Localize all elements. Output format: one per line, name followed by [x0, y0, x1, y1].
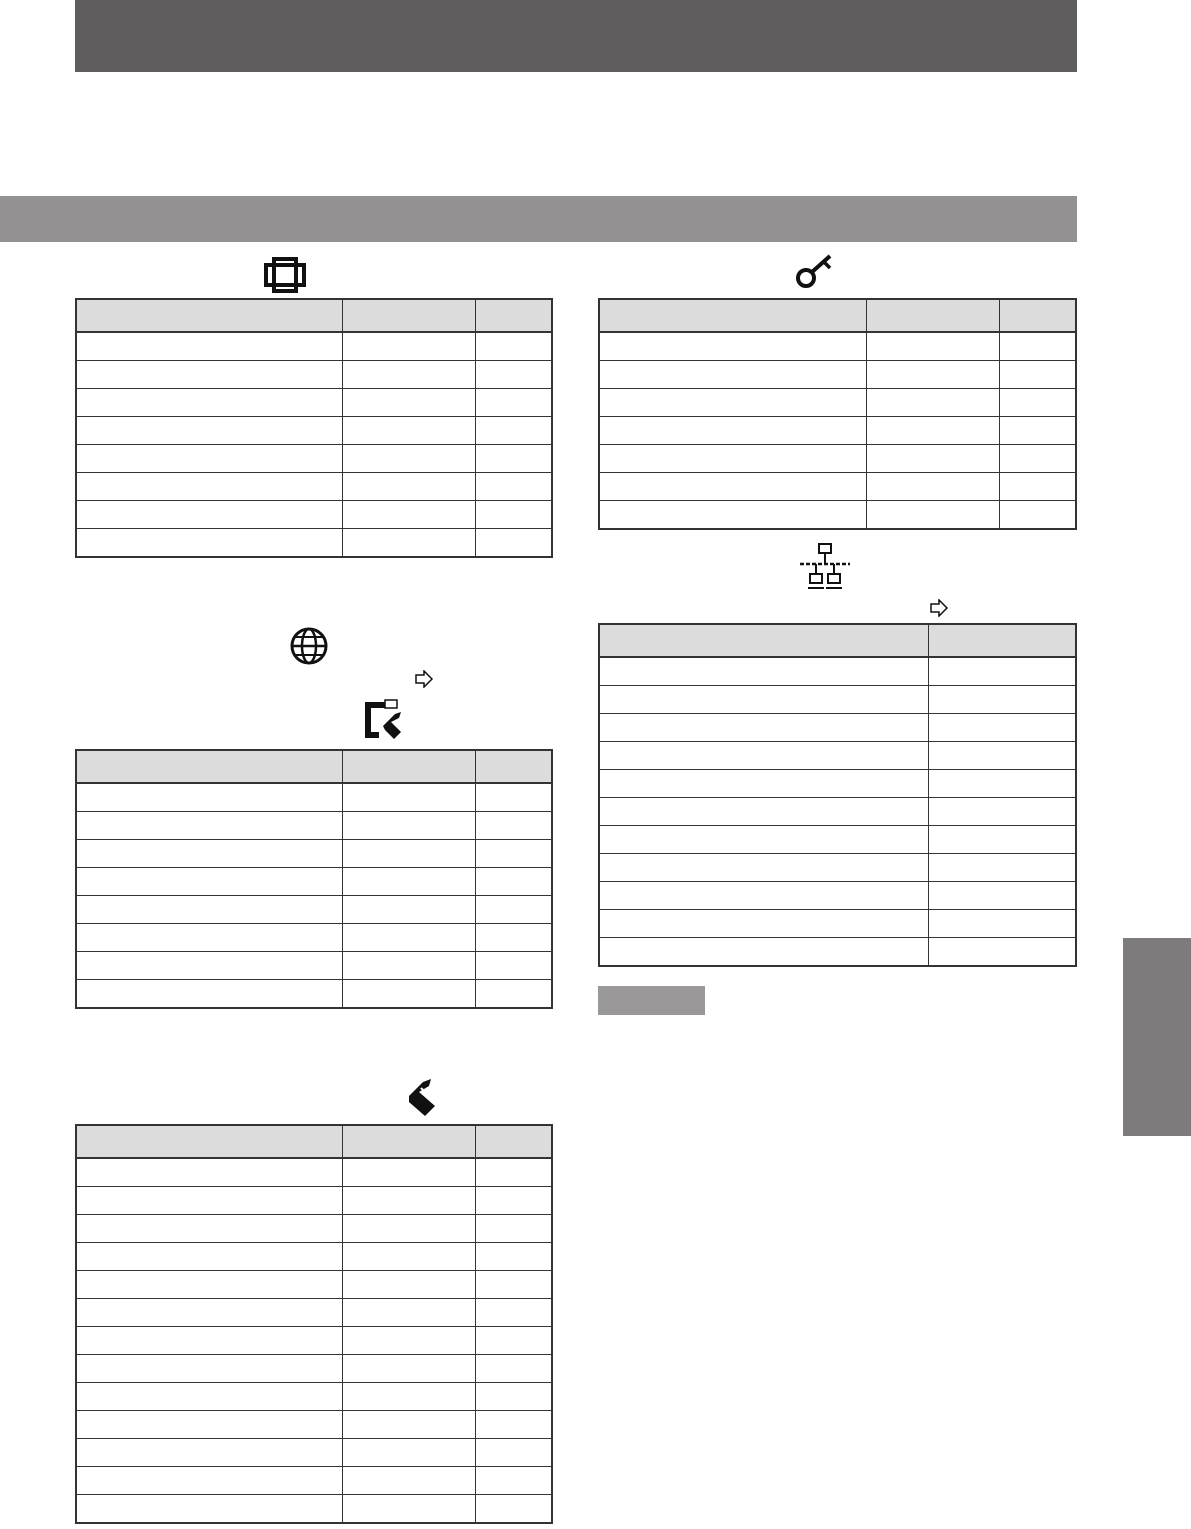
table-cell	[76, 445, 343, 473]
table-cell	[476, 868, 552, 896]
table-cell	[343, 1411, 476, 1439]
table-row	[76, 868, 552, 896]
table-cell	[928, 938, 1076, 967]
table-row	[76, 473, 552, 501]
table-cell	[599, 882, 928, 910]
table-row	[599, 826, 1076, 854]
table-cell	[928, 798, 1076, 826]
table-header-row	[599, 624, 1076, 657]
table-cell	[476, 1187, 552, 1215]
table-cell	[866, 389, 1000, 417]
table-row	[76, 417, 552, 445]
table-row	[76, 1299, 552, 1327]
network-icon	[798, 542, 852, 592]
table-header-cell	[476, 750, 552, 783]
table-cell	[476, 417, 552, 445]
table-header-cell	[476, 299, 552, 332]
table-cell	[343, 445, 476, 473]
table-cell	[343, 1327, 476, 1355]
table-row	[599, 798, 1076, 826]
table-cell	[476, 445, 552, 473]
table-row	[76, 1467, 552, 1495]
table-cell	[76, 1299, 343, 1327]
table-header-cell	[76, 1125, 343, 1158]
table-cell	[76, 1439, 343, 1467]
table-cell	[343, 389, 476, 417]
table-cell	[76, 389, 343, 417]
table-cell	[476, 1439, 552, 1467]
table-cell	[343, 1158, 476, 1187]
table-cell	[599, 657, 928, 686]
table-cell	[928, 742, 1076, 770]
table-row	[76, 1383, 552, 1411]
table-header-cell	[343, 299, 476, 332]
projector-setup-icon	[361, 698, 407, 744]
table-row	[599, 686, 1076, 714]
table-cell	[866, 501, 1000, 530]
table-cell	[476, 332, 552, 361]
table-cell	[476, 1383, 552, 1411]
table-cell	[599, 389, 866, 417]
table-cell	[76, 980, 343, 1009]
side-tab	[1123, 938, 1191, 1136]
table-cell	[1000, 445, 1076, 473]
table-row	[599, 854, 1076, 882]
note-label-box	[598, 986, 705, 1015]
table-cell	[599, 854, 928, 882]
table-cell	[476, 952, 552, 980]
table-cell	[866, 445, 1000, 473]
table-cell	[866, 361, 1000, 389]
table-row	[599, 938, 1076, 967]
table-cell	[1000, 361, 1076, 389]
table-cell	[476, 1327, 552, 1355]
table-cell	[76, 1411, 343, 1439]
table-header-cell	[343, 750, 476, 783]
picture-adjust-icon	[263, 256, 307, 294]
table-cell	[476, 924, 552, 952]
key-icon	[794, 252, 836, 292]
table-cell	[343, 501, 476, 529]
table-cell	[866, 473, 1000, 501]
table-cell	[76, 924, 343, 952]
table-row	[599, 501, 1076, 530]
table-cell	[599, 361, 866, 389]
table-cell	[928, 686, 1076, 714]
table-cell	[476, 1271, 552, 1299]
table-cell	[476, 389, 552, 417]
settings-table	[598, 623, 1077, 967]
table-cell	[76, 473, 343, 501]
table-cell	[343, 868, 476, 896]
table-cell	[76, 1158, 343, 1187]
table-row	[76, 361, 552, 389]
table-cell	[76, 501, 343, 529]
table-cell	[476, 361, 552, 389]
globe-icon	[289, 626, 329, 666]
table-header-cell	[476, 1125, 552, 1158]
table-cell	[343, 1243, 476, 1271]
table-cell	[343, 1467, 476, 1495]
table-cell	[343, 812, 476, 840]
table-row	[76, 445, 552, 473]
table-cell	[476, 501, 552, 529]
table-cell	[343, 361, 476, 389]
table-cell	[343, 896, 476, 924]
table-cell	[476, 529, 552, 558]
table-cell	[476, 1299, 552, 1327]
table-cell	[76, 1243, 343, 1271]
table-cell	[343, 1271, 476, 1299]
table-cell	[76, 1271, 343, 1299]
table-cell	[599, 742, 928, 770]
table-row	[76, 389, 552, 417]
table-cell	[866, 417, 1000, 445]
table-row	[599, 361, 1076, 389]
table-cell	[343, 1299, 476, 1327]
table-cell	[928, 714, 1076, 742]
table-cell	[928, 657, 1076, 686]
settings-table	[75, 298, 553, 558]
table-cell	[866, 332, 1000, 361]
table-row	[76, 783, 552, 812]
table-cell	[343, 980, 476, 1009]
table-row	[76, 924, 552, 952]
table-row	[76, 1495, 552, 1524]
table-cell	[343, 783, 476, 812]
table-cell	[599, 686, 928, 714]
table-cell	[343, 1439, 476, 1467]
table-row	[76, 332, 552, 361]
table-cell	[476, 1243, 552, 1271]
table-cell	[599, 445, 866, 473]
table-cell	[599, 770, 928, 798]
table-cell	[599, 714, 928, 742]
table-row	[599, 473, 1076, 501]
settings-table	[598, 298, 1077, 530]
table-cell	[1000, 417, 1076, 445]
table-cell	[476, 1158, 552, 1187]
table-row	[76, 952, 552, 980]
table-cell	[343, 1215, 476, 1243]
table-cell	[476, 840, 552, 868]
table-cell	[1000, 332, 1076, 361]
table-row	[76, 1215, 552, 1243]
table-row	[76, 1355, 552, 1383]
table-cell	[599, 417, 866, 445]
table-cell	[76, 361, 343, 389]
table-header-row	[76, 1125, 552, 1158]
table-header-cell	[866, 299, 1000, 332]
table-cell	[599, 473, 866, 501]
table-row	[76, 812, 552, 840]
table-cell	[76, 1327, 343, 1355]
table-cell	[76, 783, 343, 812]
table-header-cell	[343, 1125, 476, 1158]
table-header-row	[76, 750, 552, 783]
table-cell	[476, 1495, 552, 1524]
table-cell	[343, 952, 476, 980]
table-header-cell	[928, 624, 1076, 657]
table-cell	[928, 910, 1076, 938]
table-cell	[76, 1355, 343, 1383]
table-cell	[476, 812, 552, 840]
table-cell	[1000, 389, 1076, 417]
table-row	[76, 1158, 552, 1187]
table-cell	[343, 924, 476, 952]
arrow-right-icon	[929, 599, 949, 617]
table-header-cell	[76, 750, 343, 783]
table-cell	[76, 868, 343, 896]
table-row	[599, 882, 1076, 910]
table-cell	[76, 1383, 343, 1411]
table-cell	[343, 473, 476, 501]
table-cell	[343, 840, 476, 868]
table-cell	[76, 952, 343, 980]
wrench-icon	[403, 1076, 441, 1118]
table-cell	[76, 1215, 343, 1243]
table-cell	[928, 882, 1076, 910]
table-row	[599, 714, 1076, 742]
table-cell	[76, 332, 343, 361]
table-header-row	[76, 299, 552, 332]
table-header-cell	[599, 624, 928, 657]
table-row	[599, 770, 1076, 798]
table-cell	[343, 417, 476, 445]
table-cell	[476, 783, 552, 812]
table-row	[76, 1187, 552, 1215]
table-cell	[599, 501, 866, 530]
table-row	[599, 742, 1076, 770]
table-cell	[343, 1187, 476, 1215]
table-cell	[928, 854, 1076, 882]
table-cell	[343, 1495, 476, 1524]
table-cell	[76, 1187, 343, 1215]
table-row	[76, 501, 552, 529]
table-cell	[76, 812, 343, 840]
table-row	[599, 389, 1076, 417]
table-header-cell	[599, 299, 866, 332]
table-cell	[928, 770, 1076, 798]
settings-table	[75, 749, 553, 1009]
table-cell	[476, 896, 552, 924]
section-bar	[0, 196, 1077, 242]
table-header-cell	[76, 299, 343, 332]
table-cell	[343, 529, 476, 558]
table-cell	[476, 980, 552, 1009]
table-row	[599, 910, 1076, 938]
table-cell	[476, 1355, 552, 1383]
arrow-right-icon	[414, 670, 434, 688]
header-bar	[75, 0, 1077, 72]
table-cell	[1000, 501, 1076, 530]
table-cell	[476, 473, 552, 501]
table-row	[599, 657, 1076, 686]
table-row	[76, 1327, 552, 1355]
table-cell	[76, 529, 343, 558]
table-header-row	[599, 299, 1076, 332]
table-row	[599, 332, 1076, 361]
table-cell	[599, 826, 928, 854]
settings-table	[75, 1124, 553, 1524]
table-cell	[599, 332, 866, 361]
table-cell	[76, 1495, 343, 1524]
table-cell	[599, 910, 928, 938]
table-cell	[76, 840, 343, 868]
table-row	[76, 980, 552, 1009]
table-cell	[476, 1467, 552, 1495]
table-cell	[476, 1215, 552, 1243]
table-cell	[76, 1467, 343, 1495]
table-row	[599, 445, 1076, 473]
table-cell	[599, 798, 928, 826]
table-cell	[599, 938, 928, 967]
table-cell	[343, 1383, 476, 1411]
table-cell	[76, 896, 343, 924]
table-row	[76, 840, 552, 868]
table-cell	[76, 417, 343, 445]
table-row	[76, 896, 552, 924]
table-header-cell	[1000, 299, 1076, 332]
table-cell	[1000, 473, 1076, 501]
table-cell	[476, 1411, 552, 1439]
table-cell	[343, 332, 476, 361]
table-row	[599, 417, 1076, 445]
table-row	[76, 1243, 552, 1271]
table-cell	[928, 826, 1076, 854]
table-cell	[343, 1355, 476, 1383]
table-row	[76, 1271, 552, 1299]
table-row	[76, 529, 552, 558]
table-row	[76, 1439, 552, 1467]
table-row	[76, 1411, 552, 1439]
